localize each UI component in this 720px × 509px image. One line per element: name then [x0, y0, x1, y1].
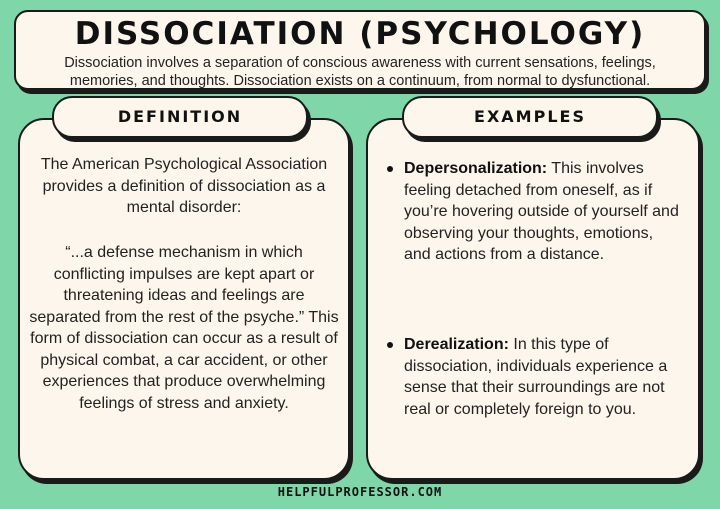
definition-panel	[18, 118, 350, 480]
header-card	[14, 10, 706, 90]
examples-panel	[366, 118, 700, 480]
example-text: In this type of dissociation, individuals experience a sense that their surroundings are not real or completely foreign to you.	[404, 336, 668, 418]
examples-heading: EXAMPLES	[402, 96, 658, 138]
page-title: DISSOCIATION (PSYCHOLOGY)	[74, 16, 646, 52]
definition-quote: “...a defense mechanism in which conflicting impulses are kept apart or threatening ideas and feelings are separated from the rest of the psyche.” This form of dissociation can occur as a result of physical combat, a car accident, or other experiences that produce overwhelming feelings of stress and anxiety.	[29, 244, 339, 412]
example-text: This involves feeling detached from oneself, as if you’re hovering outside of yourself and observing your thoughts, emotions, and actions from a distance.	[404, 160, 679, 263]
example-term: Depersonalization:	[404, 160, 548, 177]
definition-heading: DEFINITION	[52, 96, 308, 138]
definition-intro: The American Psychological Association provides a definition of dissociation as a mental disorder:	[40, 156, 328, 216]
footer-credit: HELPFULPROFESSOR.COM	[277, 485, 443, 499]
example-item-derealization	[404, 334, 680, 420]
example-item-depersonalization	[404, 158, 680, 266]
example-term: Derealization:	[404, 336, 509, 353]
page-subtitle: Dissociation involves a separation of conscious awareness with current sensations, feelings, memories, and thoughts. Dissociation exists on a continuum, from normal to dysfunctional.	[64, 55, 656, 89]
